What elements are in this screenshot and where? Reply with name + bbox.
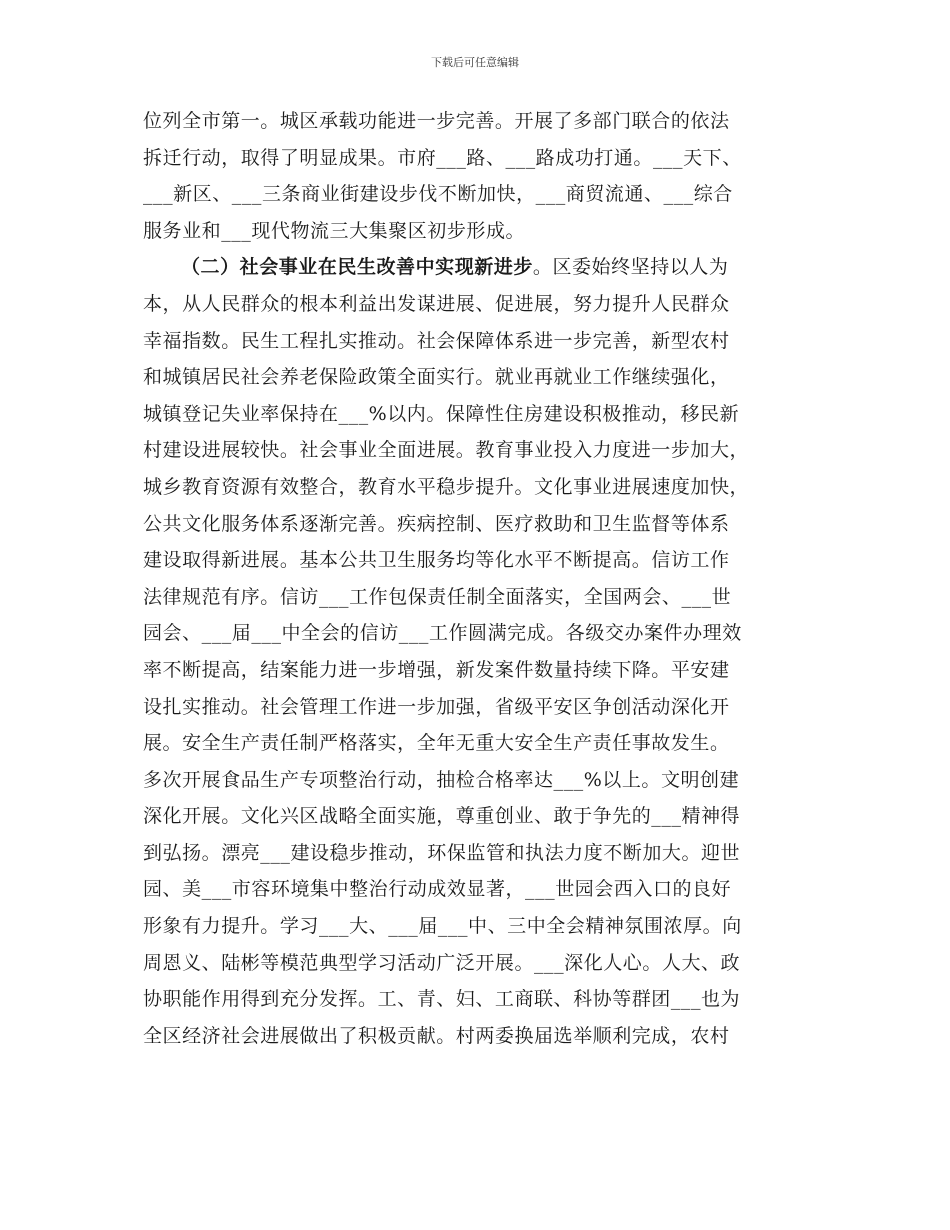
- paragraph-line: 协职能作用得到充分发挥。工、青、妇、工商联、科协等群团___也为: [143, 988, 741, 1011]
- paragraph-line: 展。安全生产责任制严格落实，全年无重大安全生产责任事故发生。: [143, 732, 730, 755]
- page-header: 下载后可任意编辑: [431, 56, 519, 69]
- paragraph-line: 位列全市第一。城区承载功能进一步完善。开展了多部门联合的依法: [143, 110, 730, 132]
- paragraph-line: 园、美___市容环境集中整治行动成效显著，___世园会西入口的良好: [143, 878, 732, 901]
- paragraph-line: 和城镇居民社会养老保险政策全面实行。就业再就业工作继续强化，: [143, 366, 730, 389]
- paragraph-line: 率不断提高，结案能力进一步增强，新发案件数量持续下降。平安建: [143, 658, 730, 681]
- paragraph-line: 设扎实推动。社会管理工作进一步加强，省级平安区争创活动深化开: [143, 695, 730, 718]
- paragraph-line: 形象有力提升。学习___大、___届___中、三中全会精神氛围浓厚。向: [143, 915, 742, 938]
- paragraph-line: 村建设进展较快。社会事业全面进展。教育事业投入力度进一步加大，: [143, 439, 750, 462]
- paragraph-text: 。区委始终坚持以人为: [532, 256, 729, 279]
- paragraph-line: 建设取得新进展。基本公共卫生服务均等化水平不断提高。信访工作: [143, 549, 730, 572]
- paragraph-line: 周恩义、陆彬等模范典型学习活动广泛开展。___深化人心。人大、政: [143, 951, 741, 974]
- paragraph-line: ___新区、___三条商业街建设步伐不断加快，___商贸流通、___综合: [143, 183, 733, 206]
- paragraph-line: 拆迁行动，取得了明显成果。市府___路、___路成功打通。___天下、: [143, 146, 742, 169]
- paragraph-line: 全区经济社会进展做出了积极贡献。村两委换届选举顺利完成，农村: [143, 1024, 730, 1047]
- paragraph-line: 城镇登记失业率保持在___%以内。保障性住房建设积极推动，移民新: [143, 402, 740, 425]
- paragraph-line: 本，从人民群众的根本利益出发谋进展、促进展，努力提升人民群众: [143, 292, 730, 315]
- section-heading: （二）社会事业在民生改善中实现新进步: [181, 256, 533, 279]
- document-body: [143, 103, 813, 1054]
- paragraph-line: 到弘扬。漂亮___建设稳步推动，环保监管和执法力度不断加大。迎世: [143, 841, 741, 864]
- paragraph-line: 服务业和___现代物流三大集聚区初步形成。: [143, 219, 526, 242]
- paragraph-line: 法律规范有序。信访___工作包保责任制全面落实，全国两会、___世: [143, 585, 732, 608]
- paragraph-line: 多次开展食品生产专项整治行动，抽检合格率达___%以上。文明创建: [143, 768, 740, 791]
- paragraph-line: 城乡教育资源有效整合，教育水平稳步提升。文化事业进展速度加快，: [143, 475, 750, 498]
- paragraph-line: 园会、___届___中全会的信访___工作圆满完成。各级交办案件办理效: [143, 622, 742, 645]
- paragraph-line: 公共文化服务体系逐渐完善。疾病控制、医疗救助和卫生监督等体系: [143, 512, 730, 535]
- paragraph-line: 幸福指数。民生工程扎实推动。社会保障体系进一步完善，新型农村: [143, 329, 730, 352]
- section-heading-line: [143, 249, 813, 286]
- paragraph-line: 深化开展。文化兴区战略全面实施，尊重创业、敢于争先的___精神得: [143, 805, 741, 828]
